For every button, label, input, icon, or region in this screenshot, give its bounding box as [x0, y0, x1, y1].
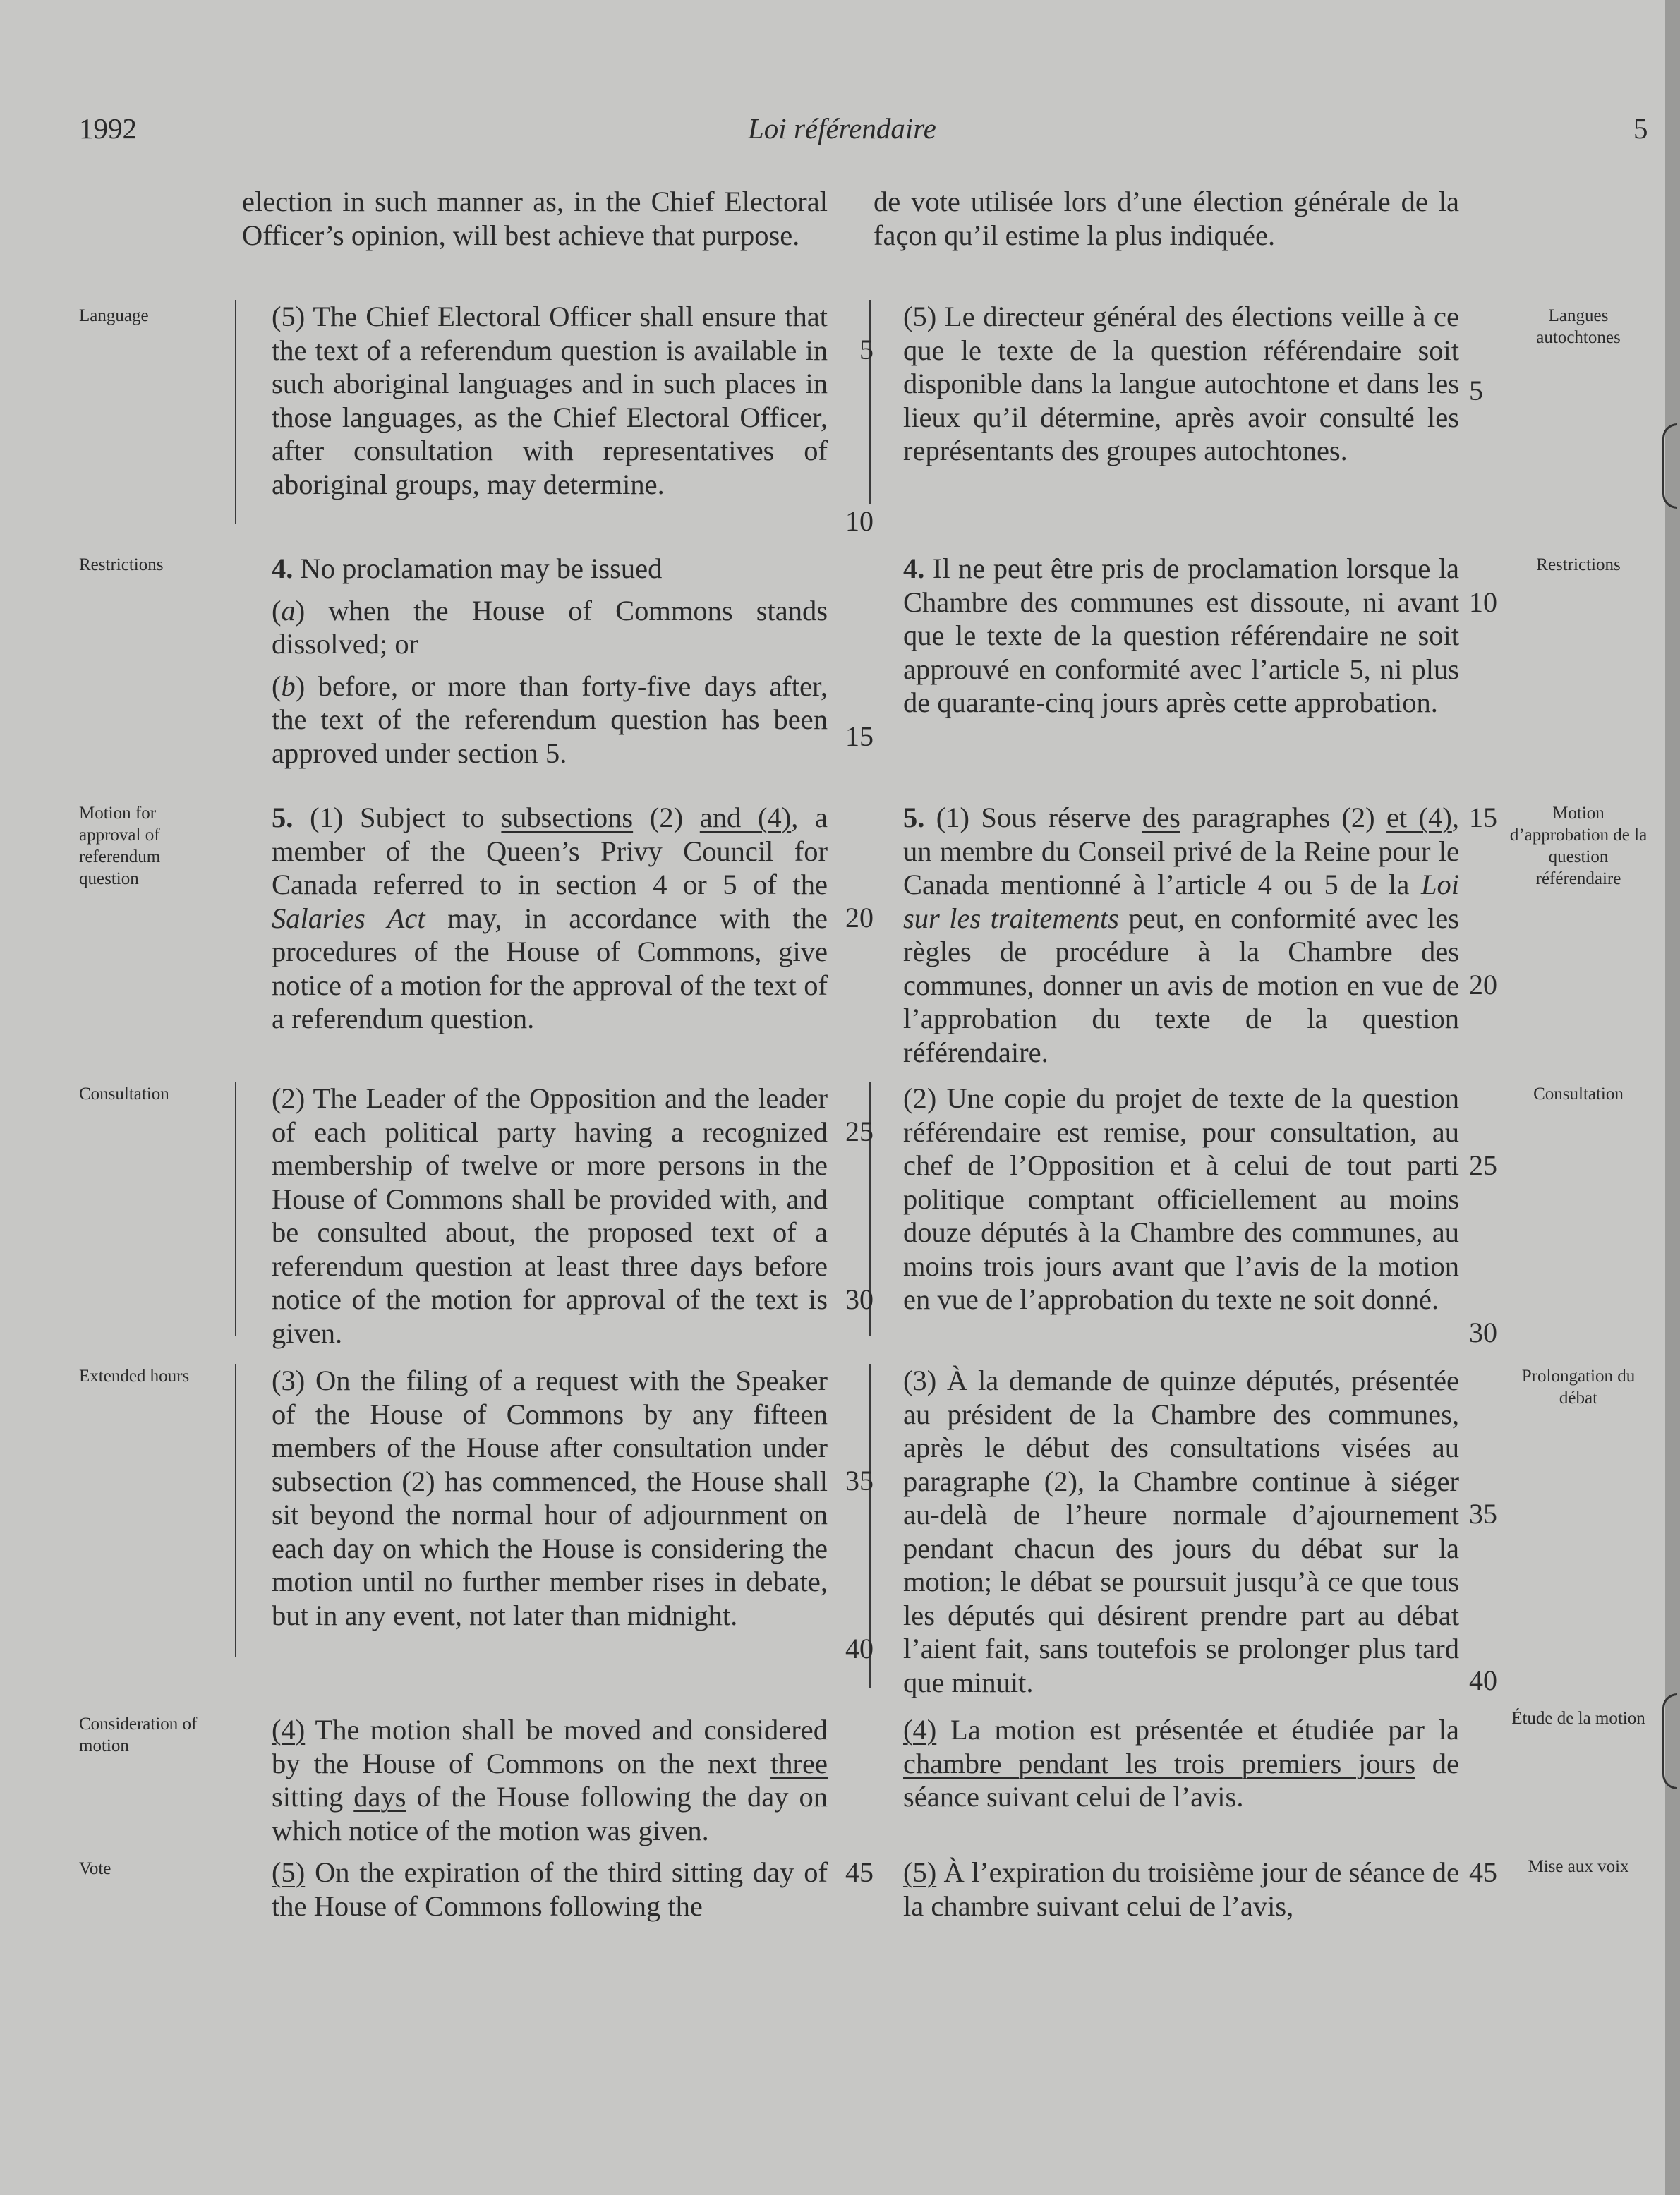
fr-s5-4	[874, 1713, 1459, 1814]
margin-note-fr-motion: Motion d’approbation de la question référendaire	[1509, 804, 1648, 888]
en-s4-a: (a) when the House of Commons stands dissolved; or	[272, 594, 828, 660]
margin-note-fr-consultation: Consultation	[1533, 1084, 1624, 1103]
en-s4-a-label: a	[281, 594, 296, 627]
en-s5-2-block	[242, 1082, 828, 1350]
en-s3-5-block	[242, 300, 828, 501]
line-number-en: 15	[845, 720, 874, 752]
en-s5-1-u2: and (4)	[699, 802, 792, 833]
en-s5-1-p3: , a member of the Queen’s Privy Council for Canada referred to in section 4 or 5 of the	[272, 802, 828, 900]
en-s5-4-p3: of the House following the day on which notice of the motion was given.	[272, 1781, 828, 1846]
en-s4-intro-text: No proclamation may be issued	[300, 552, 663, 584]
en-s3-5: (5) The Chief Electoral Officer shall ensure that the text of a referendum question is available in such aboriginal languages and in such places in those languages, as the Chief Electoral Officer, after consultation with representatives of aboriginal groups, may determine.	[272, 301, 828, 500]
fr-s5-1-p2: paragraphes (2)	[1192, 802, 1375, 833]
fr-s5-1	[874, 801, 1459, 1069]
en-s5-3-block	[242, 1364, 828, 1632]
change-bar-en-1	[235, 300, 236, 524]
line-number-en: 5	[859, 334, 874, 365]
change-bar-en-3	[235, 1364, 236, 1657]
line-number-fr: 40	[1469, 1664, 1497, 1696]
line-number-en: 30	[845, 1283, 874, 1315]
en-s4-block	[242, 552, 828, 770]
fr-s5-2: (2) Une copie du projet de texte de la question référendaire est remise, pour consultation, au chef de l’Opposition et à celui de tout parti politique comptant officiellement au moins douze députés à la Chambre des communes, au moins trois jours avant que l’avis de la motion en vue de l’approbation du texte ne soit donné.	[903, 1082, 1459, 1315]
fr-s5-4-num: (4)	[903, 1714, 937, 1746]
en-s4-b-label: b	[281, 670, 296, 702]
margin-note-en-restrictions: Restrictions	[79, 555, 164, 574]
english-column	[242, 185, 828, 252]
line-number-en: 25	[845, 1115, 874, 1147]
en-s5-1-block	[242, 801, 828, 1036]
line-number-en: 45	[845, 1856, 874, 1888]
header-title: Loi référendaire	[748, 112, 936, 145]
line-number-fr: 30	[1469, 1317, 1497, 1348]
en-s5-1	[242, 801, 828, 1036]
line-number-fr: 25	[1469, 1149, 1497, 1181]
french-column	[874, 185, 1459, 252]
line-number-en: 40	[845, 1633, 874, 1664]
fr-s5-1-p1: (1) Sous réserve	[936, 802, 1131, 833]
fr-s5-4-p2: de séance suivant celui de l’avis.	[903, 1747, 1459, 1813]
en-s5-4-p2: sitting	[272, 1781, 344, 1813]
change-bar-en-2	[235, 1082, 236, 1336]
fr-s3-5: (5) Le directeur général des élections veille à ce que le texte de la question référendaire soit disponible dans la langue autochtone et dans les lieux qu’il détermine, après avoir consulté les représentants des groupes autochtones.	[903, 301, 1459, 466]
line-number-fr: 15	[1469, 802, 1497, 833]
line-number-fr: 20	[1469, 969, 1497, 1000]
fr-s5-5-text: À l’expiration du troisième jour de séance de la chambre suivant celui de l’avis,	[903, 1856, 1460, 1922]
en-s5-num: 5.	[272, 802, 294, 833]
fr-s5-num: 5.	[903, 802, 925, 833]
line-number-en: 10	[845, 505, 874, 537]
en-s4-intro	[242, 552, 828, 586]
line-number-fr: 35	[1469, 1498, 1497, 1530]
en-s5-1-u1: subsections	[501, 802, 634, 833]
fr-s5-5-block	[874, 1856, 1459, 1923]
en-s5-5-text: On the expiration of the third sitting day of the House of Commons following the	[272, 1856, 828, 1922]
margin-note-en-language: Language	[79, 306, 149, 325]
en-s5-3: (3) On the filing of a request with the Speaker of the House of Commons by any fifteen members of the House after consultation under subsection (2) has commenced, the House shall sit beyond the normal hour of adjournment on each day on which the House is considering the motion until no further member rises in debate, but in any event, not later than midnight.	[272, 1365, 828, 1631]
en-s4-num: 4.	[272, 552, 294, 584]
fr-s5-3-block	[874, 1364, 1459, 1699]
fr-continuation: de vote utilisée lors d’une élection générale de la façon qu’il estime la plus indiquée.	[874, 186, 1459, 251]
fr-s5-4-block	[874, 1713, 1459, 1814]
en-s5-5-num: (5)	[272, 1856, 306, 1888]
margin-note-fr-etude: Étude de la motion	[1511, 1709, 1645, 1728]
en-s5-4-u1: three	[770, 1747, 828, 1779]
fr-s4	[874, 552, 1459, 720]
fr-s4-num: 4.	[903, 552, 925, 584]
binder-ring-mark	[1662, 423, 1677, 509]
fr-s5-1-p4: peut, en conformité avec les règles de procédure à la Chambre des communes, donner un avis de motion en vue de l’approbation du texte de la question référendaire.	[903, 902, 1459, 1068]
en-s5-1-p1: (1) Subject to	[310, 802, 485, 833]
margin-note-fr-langues: Langues autochtones	[1536, 306, 1621, 347]
en-s5-1-p2: (2)	[649, 802, 684, 833]
margin-note-en-motion: Motion for approval of referendum question	[79, 804, 161, 888]
fr-s5-1-p3: , un membre du Conseil privé de la Reine pour le Canada mentionné à l’article 4 ou 5 de la	[903, 802, 1459, 900]
fr-s5-1-u1: des	[1142, 802, 1180, 833]
page-edge-shadow	[1665, 0, 1680, 2195]
change-bar-fr-1	[869, 300, 871, 504]
fr-s5-5-num: (5)	[903, 1856, 937, 1888]
en-s5-4-block	[242, 1713, 828, 1847]
fr-s5-4-u1: chambre pendant les trois premiers jours	[903, 1747, 1416, 1779]
en-s4-b: (b) before, or more than forty-five days after, the text of the referendum question has been approved under section 5.	[272, 670, 828, 769]
en-s4-b-text: before, or more than forty-five days after, the text of the referendum question has been approved under section 5.	[272, 670, 828, 769]
en-s5-4-num: (4)	[272, 1714, 306, 1746]
en-s5-2: (2) The Leader of the Opposition and the leader of each political party having a recognized membership of twelve or more persons in the House of Commons shall be provided with, and be consulted about, the proposed text of a referendum question at least three days before notice of the motion for approval of the text is given.	[272, 1082, 828, 1349]
margin-note-en-extended-hours: Extended hours	[79, 1367, 190, 1386]
en-s4-a-text: when the House of Commons stands dissolved; or	[272, 594, 828, 660]
en-continuation: election in such manner as, in the Chief Electoral Officer’s opinion, will best achieve that purpose.	[242, 186, 828, 251]
fr-s4-text: Il ne peut être pris de proclamation lorsque la Chambre des communes est dissoute, ni avant que le texte de la question référendaire ne soit approuvé en conformité avec l’article 5, ni plus de quarante-cinq jours après cette approbation.	[903, 552, 1459, 718]
fr-s5-4-p1: La motion est présentée et étudiée par la	[950, 1714, 1460, 1746]
en-s5-5-block	[242, 1856, 828, 1923]
margin-note-en-consultation: Consultation	[79, 1084, 169, 1103]
fr-s5-1-italic: Loi sur les traitements	[903, 869, 1460, 934]
en-s5-1-italic: Salaries Act	[272, 902, 425, 934]
en-s5-5	[242, 1856, 828, 1923]
fr-s5-1-block	[874, 801, 1459, 1069]
header-page-number: 5	[1633, 112, 1648, 145]
binder-ring-mark	[1662, 1693, 1677, 1789]
margin-note-fr-restrictions: Restrictions	[1536, 555, 1621, 574]
fr-s5-1-u2: et (4)	[1386, 802, 1452, 833]
margin-note-en-vote: Vote	[79, 1859, 111, 1878]
line-number-fr: 45	[1469, 1856, 1497, 1888]
en-s5-4-p1: The motion shall be moved and considered by the House of Commons on the next	[272, 1714, 828, 1779]
margin-note-en-consideration: Consideration of motion	[79, 1715, 198, 1755]
fr-s5-2-block	[874, 1082, 1459, 1317]
line-number-fr: 10	[1469, 586, 1497, 618]
fr-s4-block	[874, 552, 1459, 720]
fr-s5-3: (3) À la demande de quinze députés, présentée au président de la Chambre des communes, après le début des consultations visées au paragraphe (2), la Chambre continue à siéger au-delà de l’heure normale d’ajournement pendant chacun des jours du débat sur la motion; le débat se poursuit jusqu’à ce que tous les députés qui désirent prendre part au débat l’aient fait, sans toutefois se prolonger plus tard que minuit.	[903, 1365, 1459, 1698]
line-number-en: 20	[845, 902, 874, 933]
en-s5-4-u2: days	[353, 1781, 406, 1813]
line-number-en: 35	[845, 1465, 874, 1496]
header-year: 1992	[79, 112, 137, 145]
fr-s3-5-block	[874, 300, 1459, 468]
line-number-fr: 5	[1469, 375, 1483, 406]
en-s5-4	[242, 1713, 828, 1847]
margin-note-fr-mise-aux-voix: Mise aux voix	[1528, 1857, 1629, 1876]
en-s5-1-p4: may, in accordance with the procedures of the House of Commons, give notice of a motion for the approval of the text of a referendum question.	[272, 902, 828, 1034]
fr-s5-5	[874, 1856, 1459, 1923]
margin-note-fr-prolongation: Prolongation du débat	[1521, 1367, 1636, 1408]
